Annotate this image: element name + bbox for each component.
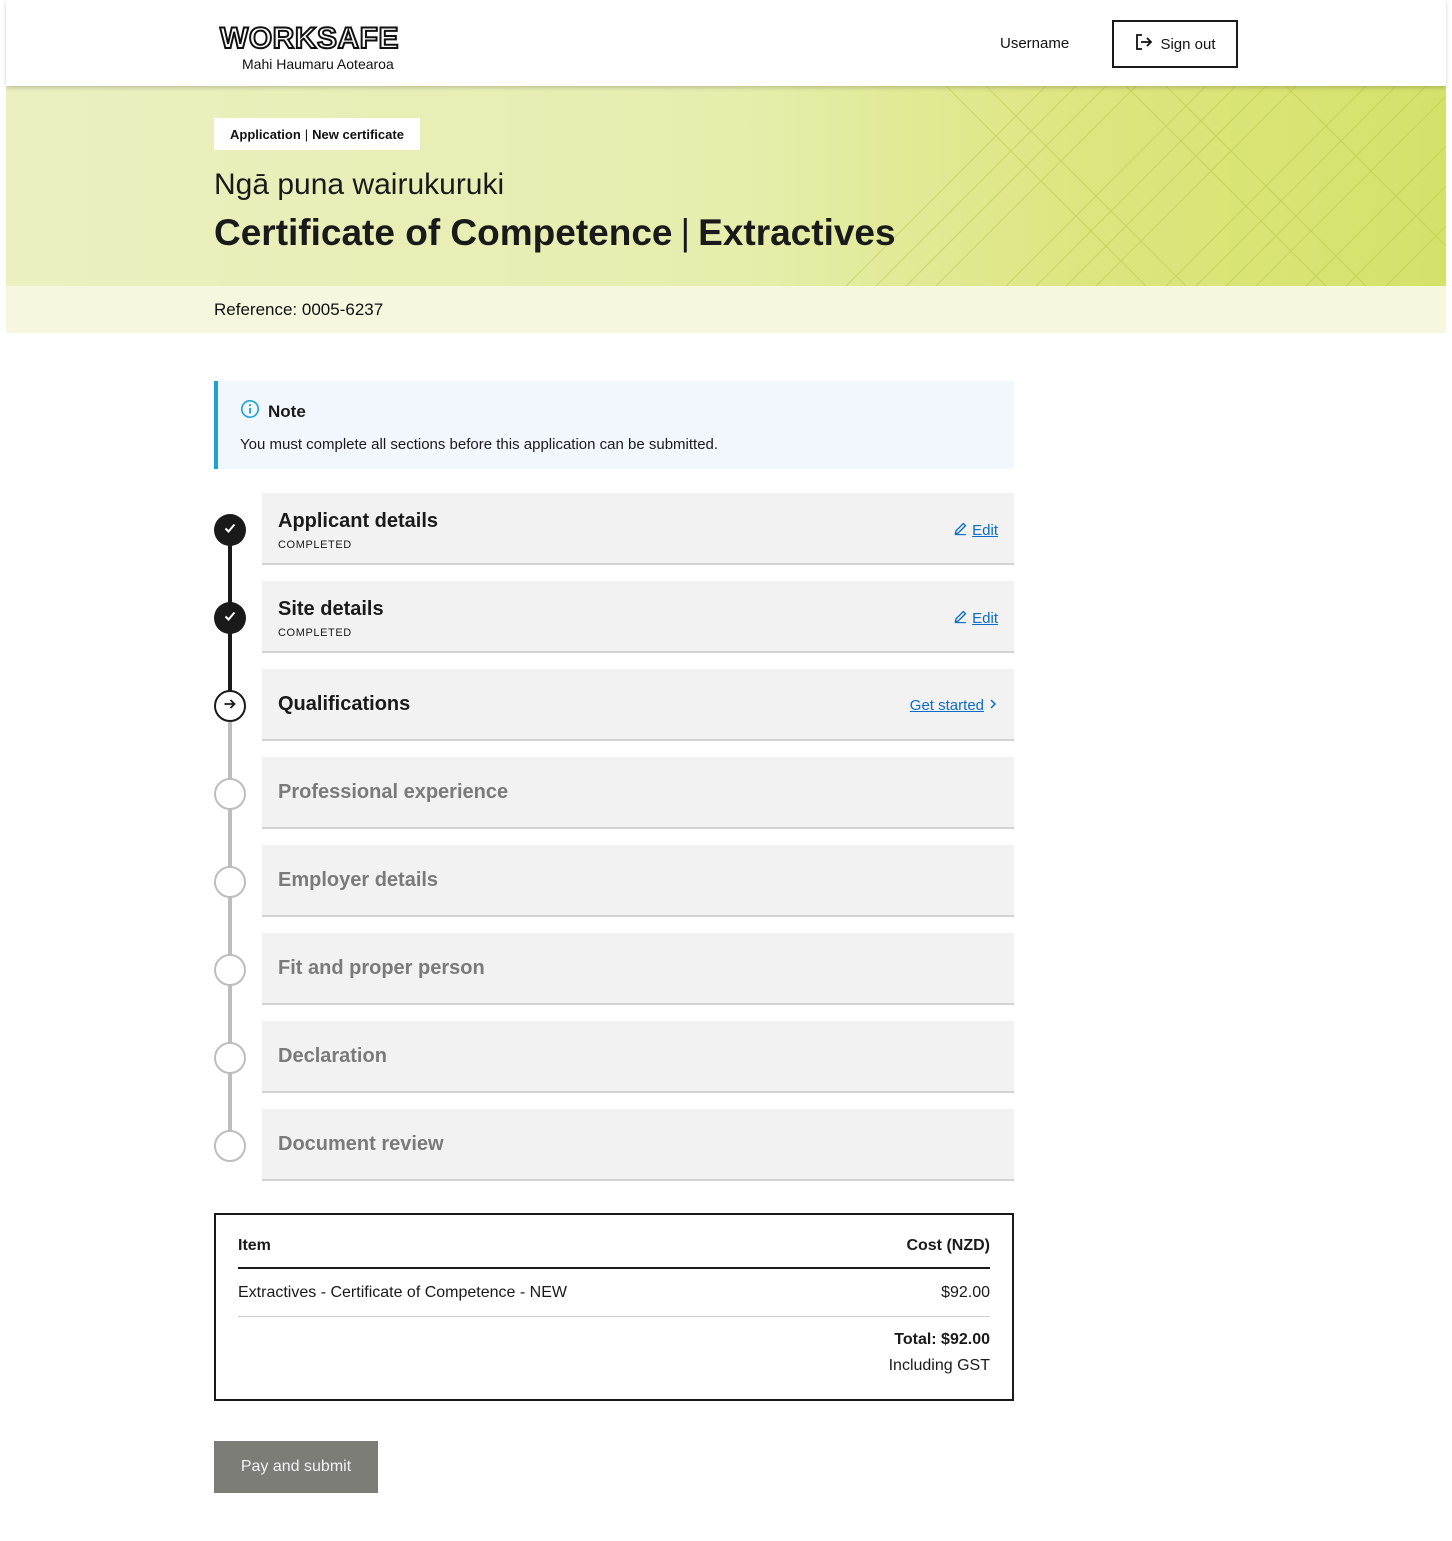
step-marker-employer-details	[214, 866, 246, 898]
step-marker-declaration	[214, 1042, 246, 1074]
breadcrumb-new-certificate: New certificate	[312, 126, 404, 142]
pay-and-submit-button[interactable]: Pay and submit	[214, 1441, 378, 1493]
table-row	[238, 1269, 990, 1317]
reference-number: Reference: 0005-6237	[214, 300, 384, 319]
step-title: Professional experience	[278, 781, 509, 803]
step-marker-site-details	[214, 602, 246, 634]
step-card-applicant-details	[262, 493, 1014, 565]
title-certificate: Certificate of Competence	[214, 212, 673, 253]
step-title: Qualifications	[278, 693, 411, 715]
username-label: Username	[1000, 35, 1070, 52]
sign-out-label: Sign out	[1160, 35, 1216, 53]
step-title: Declaration	[278, 1045, 387, 1067]
pencil-icon	[953, 521, 968, 540]
step-title: Applicant details	[278, 510, 439, 532]
note-heading-row	[240, 399, 1014, 424]
step-card-qualifications	[262, 669, 1014, 741]
title-separator: |	[680, 212, 691, 253]
cost-summary-table	[214, 1213, 1014, 1401]
info-icon	[240, 399, 260, 424]
banner-pattern	[746, 86, 1446, 286]
step-title: Fit and proper person	[278, 957, 485, 979]
step-marker-qualifications	[214, 690, 246, 722]
step-marker-applicant-details	[214, 514, 246, 546]
step-card-site-details	[262, 581, 1014, 653]
cost-gst-note: Including GST	[888, 1357, 990, 1374]
note-panel	[214, 381, 1014, 469]
step-title: Employer details	[278, 869, 439, 891]
step-card-professional-experience	[262, 757, 1014, 829]
step-marker-professional-experience	[214, 778, 246, 810]
worksafe-logo[interactable]	[220, 24, 399, 72]
edit-label: Edit	[972, 522, 998, 539]
breadcrumb-application: Application	[230, 126, 301, 142]
step-status: COMPLETED	[278, 627, 352, 639]
step-title: Site details	[278, 598, 384, 620]
note-body: You must complete all sections before this application can be submitted.	[240, 436, 719, 453]
arrow-right-icon	[221, 695, 239, 718]
chevron-right-icon	[988, 697, 998, 714]
pencil-icon	[953, 609, 968, 628]
page-title	[214, 212, 896, 254]
column-header-item: Item	[238, 1237, 271, 1254]
check-icon	[222, 608, 238, 629]
steps-progress-line-pending	[228, 706, 232, 1146]
step-title: Document review	[278, 1133, 444, 1155]
edit-label: Edit	[972, 610, 998, 627]
breadcrumb	[214, 118, 420, 150]
sign-out-button[interactable]	[1112, 20, 1238, 68]
cost-item-name: Extractives - Certificate of Competence - NEW	[238, 1283, 567, 1301]
page-subtitle: Ngā puna wairukuruki	[214, 168, 505, 201]
edit-applicant-details-link[interactable]	[953, 521, 998, 540]
get-started-label: Get started	[909, 697, 984, 714]
logo-tagline: Mahi Haumaru Aotearoa	[242, 56, 394, 72]
breadcrumb-separator: |	[304, 126, 309, 142]
cost-total: Total: $92.00	[894, 1331, 990, 1348]
step-marker-fit-and-proper-person	[214, 954, 246, 986]
step-card-employer-details	[262, 845, 1014, 917]
column-header-cost: Cost (NZD)	[906, 1237, 990, 1254]
step-status: COMPLETED	[278, 539, 352, 551]
get-started-qualifications-link[interactable]	[910, 697, 998, 714]
step-card-declaration	[262, 1021, 1014, 1093]
step-card-document-review	[262, 1109, 1014, 1181]
logo-wordmark: WORKSAFE	[220, 22, 399, 55]
note-heading: Note	[268, 401, 306, 421]
step-card-fit-and-proper-person	[262, 933, 1014, 1005]
cost-item-amount: $92.00	[941, 1283, 990, 1301]
title-category: Extractives	[698, 212, 896, 253]
edit-site-details-link[interactable]	[953, 609, 998, 628]
check-icon	[222, 520, 238, 541]
step-marker-document-review	[214, 1130, 246, 1162]
sign-out-icon	[1134, 32, 1154, 56]
cost-table-header	[238, 1215, 990, 1269]
